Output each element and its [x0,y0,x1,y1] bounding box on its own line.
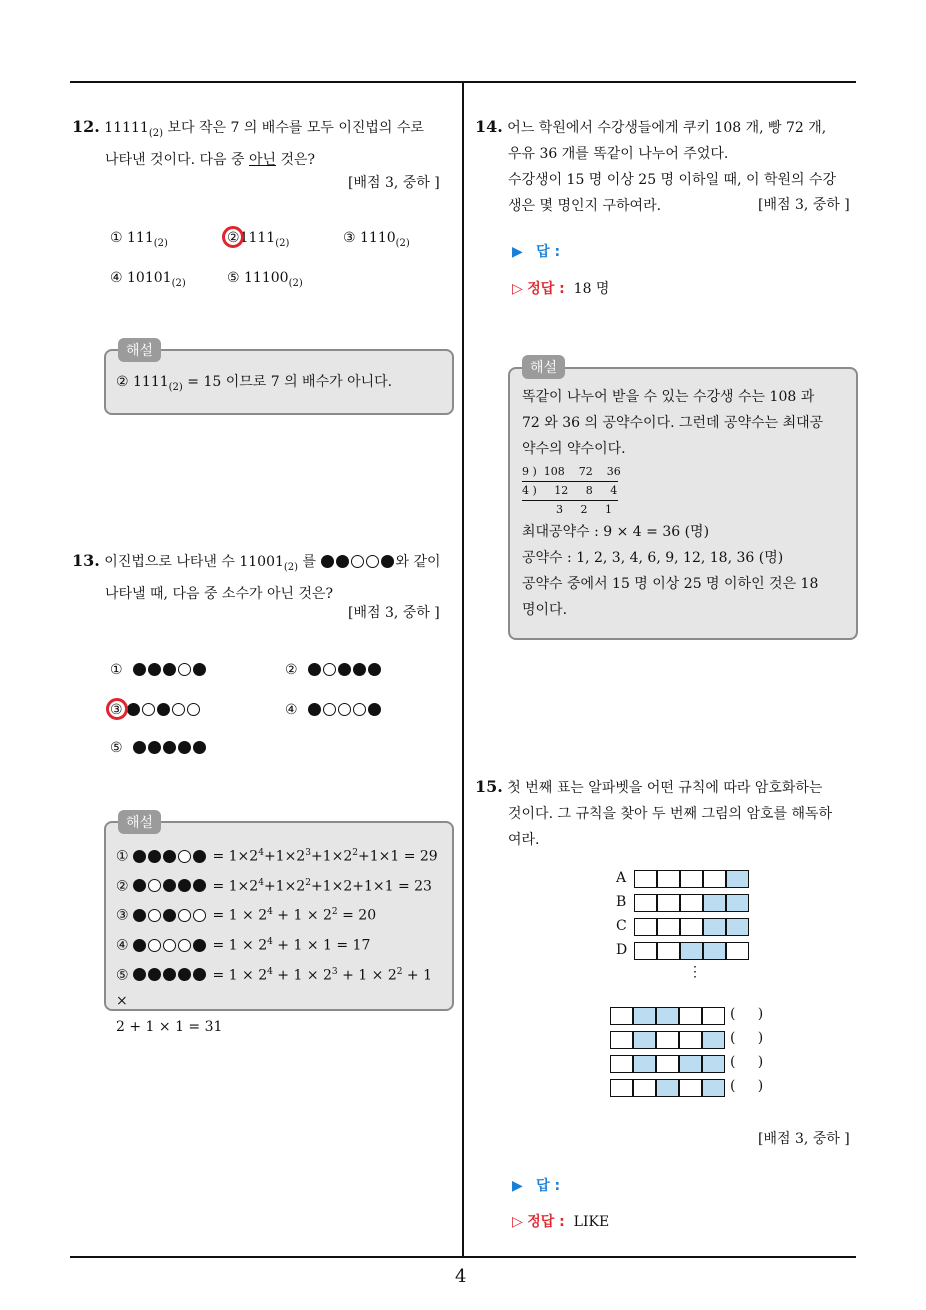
solution-line-1: ① = $1\times 2^4+1\times 2^3+1\times 2^2+1\times 1 = 29$ [116,848,438,865]
triangle-icon: ▷ [512,1214,523,1230]
play-icon: ▶ [512,244,523,260]
solution-line-5: ⑤ = $1 \times 2^4 + 1 \times 2^3 + 1 \times 2^2 + 1$ × [116,966,433,1010]
triangle-icon: ▷ [512,281,523,297]
page-number: 4 [455,1266,467,1287]
puzzle-cell [679,1055,702,1073]
solution-text-2: 최대공약수 : 9 × 4 = 36 (명) 공약수 : 1, 2, 3, 4, 6, 9, 12, 18, 36 (명) 공약수 중에서 15 명 이상 25 명 이하인 것은 18 명이다. [522,524,819,618]
puzzle-cell [702,1031,725,1049]
puzzle-cell [610,1079,633,1097]
cipher-cell [657,918,680,936]
solution-line-2: ② = $1\times 2^4+1\times 2^2+1\times 2+1\times 1 = 23$ [116,877,432,895]
cipher-cell [726,918,749,936]
puzzle-cell [633,1031,656,1049]
solution-tag: 해설 [522,355,565,379]
cipher-cell [634,894,657,912]
question-number: 12. [72,117,100,136]
solution-line-3: ③ = $1 \times 2^4 + 1 \times 2^2 = 20$ [116,907,377,924]
cipher-cell [680,870,703,888]
answer-blank[interactable]: ( ) [730,1078,764,1094]
row-label: C [616,918,627,934]
answer-mark [222,226,244,248]
answer-blank[interactable]: ( ) [730,1006,764,1022]
solution-tag: 해설 [118,338,161,362]
option-5[interactable]: ⑤ $11100_{(2)}$ [227,270,303,289]
puzzle-cell [702,1079,725,1097]
cipher-cell [634,942,657,960]
answer-mark [106,698,128,720]
puzzle-cell [610,1055,633,1073]
cipher-cell [680,894,703,912]
answer-blank[interactable]: ( ) [730,1030,764,1046]
puzzle-cell [656,1007,679,1025]
puzzle-cell [610,1007,633,1025]
division-ladder: 9 ) 108 72 36 4 ) 12 8 4 3 2 1 [522,465,621,516]
cipher-cell [634,870,657,888]
correct-answer: ▷ 정답 : LIKE [512,1214,610,1230]
puzzle-cell [610,1031,633,1049]
score: [배점 3, 중하 ] [348,175,440,191]
option-4[interactable]: ④ [285,702,383,718]
cipher-cell [703,870,726,888]
cipher-cell [726,942,749,960]
solution-text: 똑같이 나누어 받을 수 있는 수강생 수는 108 과 72 와 36 의 공약수이다. 그런데 공약수는 최대공 약수의 약수이다. [522,389,824,457]
option-1[interactable]: ① $111_{(2)}$ [110,230,168,249]
cipher-cell [657,942,680,960]
puzzle-cell [633,1079,656,1097]
option-3[interactable]: ③ [110,702,202,718]
play-icon: ▶ [512,1178,523,1194]
score: [배점 3, 중하 ] [758,1131,850,1147]
puzzle-cell [633,1055,656,1073]
binary-pattern [321,554,396,570]
answer-line: ▶ 답 : [512,1178,561,1194]
option-2[interactable]: ② [285,662,383,678]
puzzle-cell [633,1007,656,1025]
row-label: D [616,942,628,958]
option-5[interactable]: ⑤ [110,740,208,756]
cipher-cell [726,870,749,888]
question-number: 13. [72,551,100,570]
cipher-cell [726,894,749,912]
solution-text: ② $1111_{(2)} = 15$ 이므로 7 의 배수가 아니다. [116,374,393,393]
row-label: A [616,870,627,886]
question-number: 15. [475,777,503,796]
answer-blank[interactable]: ( ) [730,1054,764,1070]
question-13: 13. 이진법으로 나타낸 수 $11001_{(2)}$ 를 와 같이 나타낼 때, 다음 중 소수가 아닌 것은? [72,551,441,602]
solution-line-4: ④ = $1 \times 2^4 + 1 \times 1 = 17$ [116,936,371,954]
puzzle-cell [679,1007,702,1025]
score: [배점 3, 중하 ] [758,197,850,213]
cipher-cell [680,918,703,936]
vertical-dots: ⋮ [688,964,702,980]
correct-answer: ▷ 정답 : 18 명 [512,281,610,297]
puzzle-cell [702,1007,725,1025]
row-label: B [616,894,627,910]
option-1[interactable]: ① [110,662,208,678]
option-3[interactable]: ③ $1110_{(2)}$ [343,230,410,249]
cipher-cell [634,918,657,936]
cipher-cell [657,894,680,912]
question-14: 14. 어느 학원에서 수강생들에게 쿠키 108 개, 빵 72 개, 우유 36 개를 똑같이 나누어 주었다. 수강생이 15 명 이상 25 명 이하일 때, 이 학원의 수강 생은 몇 명인지 구하여라. [475,117,837,214]
solution-text [116,840,446,1040]
puzzle-cell [656,1031,679,1049]
solution-tag: 해설 [118,810,161,834]
puzzle-cell [679,1079,702,1097]
puzzle-cell [679,1031,702,1049]
question-number: 14. [475,117,503,136]
solution-line-6: 2 + 1 × 1 = 31 [116,1019,223,1036]
question-15: 15. 첫 번째 표는 알파벳을 어떤 규칙에 따라 암호화하는 것이다. 그 규칙을 찾아 두 번째 그림의 암호를 해독하 여라. [475,777,833,848]
cipher-cell [680,942,703,960]
puzzle-cell [656,1055,679,1073]
question-12: 12. $11111_{(2)}$ 보다 작은 7 의 배수를 모두 이진법의 수로 나타낸 것이다. 다음 중 아닌 것은? [72,117,424,168]
cipher-cell [703,918,726,936]
column-divider [462,81,464,1258]
option-2[interactable]: $②1111_{(2)}$ [227,230,290,249]
cipher-cell [657,870,680,888]
puzzle-cell [702,1055,725,1073]
score: [배점 3, 중하 ] [348,605,440,621]
cipher-cell [703,942,726,960]
option-4[interactable]: ④ $10101_{(2)}$ [110,270,186,289]
cipher-cell [703,894,726,912]
puzzle-cell [656,1079,679,1097]
answer-line: ▶ 답 : [512,244,561,260]
